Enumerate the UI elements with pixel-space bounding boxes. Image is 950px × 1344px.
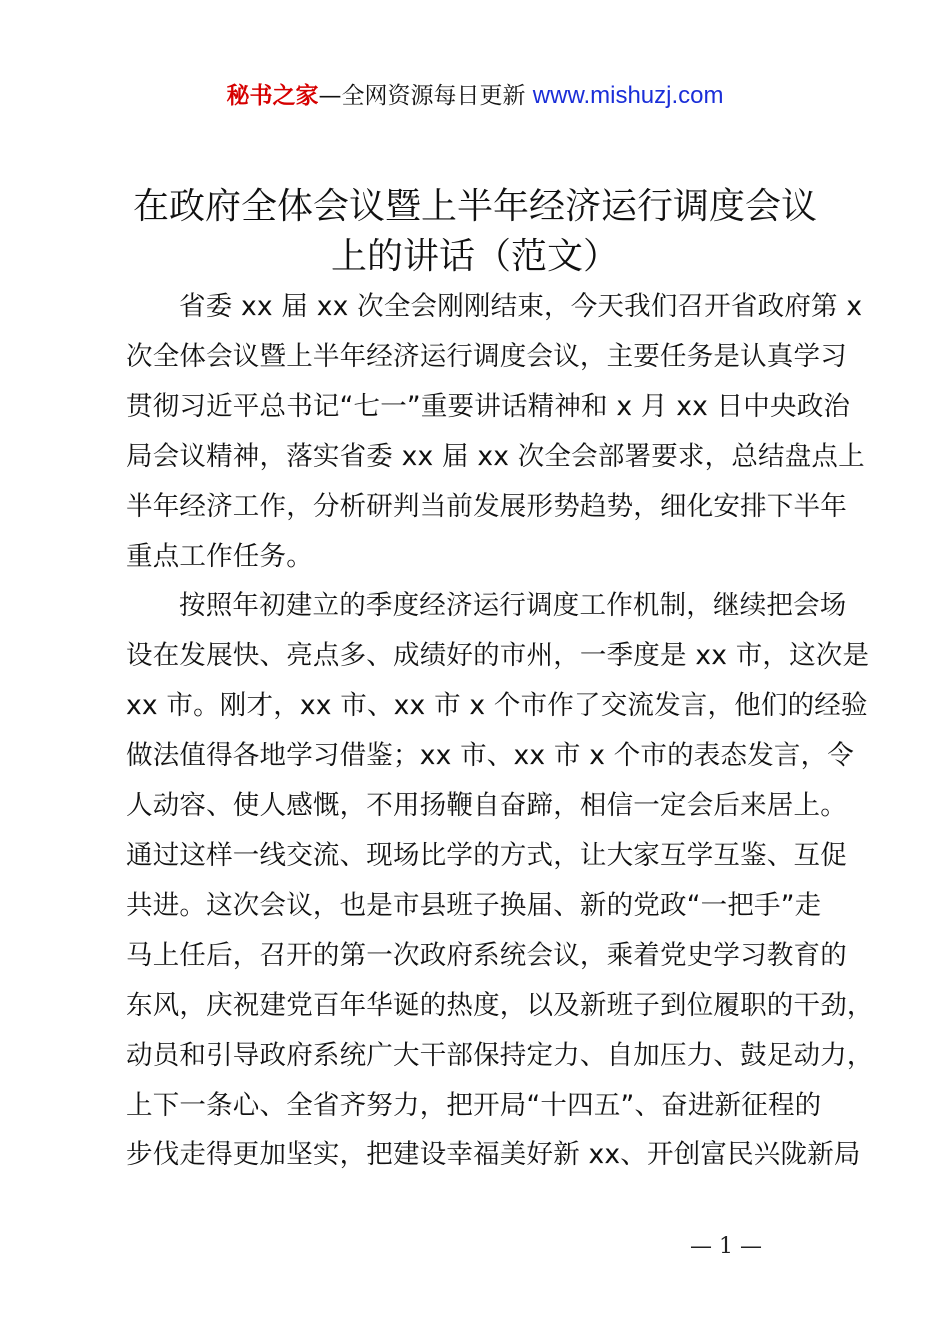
text-line: 东风，庆祝建党百年华诞的热度，以及新班子到位履职的干劲， [126,989,874,1021]
text-line: 按照年初建立的季度经济运行调度工作机制，继续把会场 [179,590,847,622]
header-tagline: —全网资源每日更新 [318,83,526,109]
title-line-1: 在政府全体会议暨上半年经济运行调度会议 [132,186,817,227]
document-title [100,182,850,282]
text-line: 次全体会议暨上半年经济运行调度会议，主要任务是认真学习 [126,340,847,372]
text-line: 半年经济工作，分析研判当前发展形势趋势，细化安排下半年 [126,490,847,522]
site-url[interactable]: www.mishuzj.com [532,82,724,109]
text-line: 通过这样一线交流、现场比学的方式，让大家互学互鉴、互促 [126,839,847,871]
text-line: 局会议精神，落实省委 xx 届 xx 次全会部署要求，总结盘点上 [126,440,865,472]
brand-name: 秘书之家 [226,83,319,109]
title-line-2: 上的讲话（范文） [330,236,619,277]
text-line: xx 市。刚才，xx 市、xx 市 x 个市作了交流发言，他们的经验 [126,690,868,722]
text-line: 上下一条心、全省齐努力，把开局“十四五”、奋进新征程的 [126,1089,822,1121]
text-line: 步伐走得更加坚实，把建设幸福美好新 xx、开创富民兴陇新局 [126,1139,861,1171]
text-line: 省委 xx 届 xx 次全会刚刚结束，今天我们召开省政府第 x [179,291,863,322]
text-line: 做法值得各地学习借鉴；xx 市、xx 市 x 个市的表态发言，令 [126,740,855,772]
document-body [126,282,874,1180]
text-line: 人动容、使人感慨，不用扬鞭自奋蹄，相信一定会后来居上。 [126,790,847,822]
paragraph-1 [126,282,866,581]
page-number: — 1 — [690,1234,762,1259]
site-header [0,80,950,112]
text-line: 重点工作任务。 [126,540,313,572]
text-line: 共进。这次会议，也是市县班子换届、新的党政“一把手”走 [126,889,822,921]
text-line: 设在发展快、亮点多、成绩好的市州，一季度是 xx 市，这次是 [126,640,870,672]
text-line: 贯彻习近平总书记“七一”重要讲话精神和 x 月 xx 日中央政治 [126,390,851,422]
paragraph-2 [126,581,874,1180]
text-line: 动员和引导政府系统广大干部保持定力、自加压力、鼓足动力， [126,1039,874,1071]
text-line: 马上任后，召开的第一次政府系统会议，乘着党史学习教育的 [126,939,847,971]
